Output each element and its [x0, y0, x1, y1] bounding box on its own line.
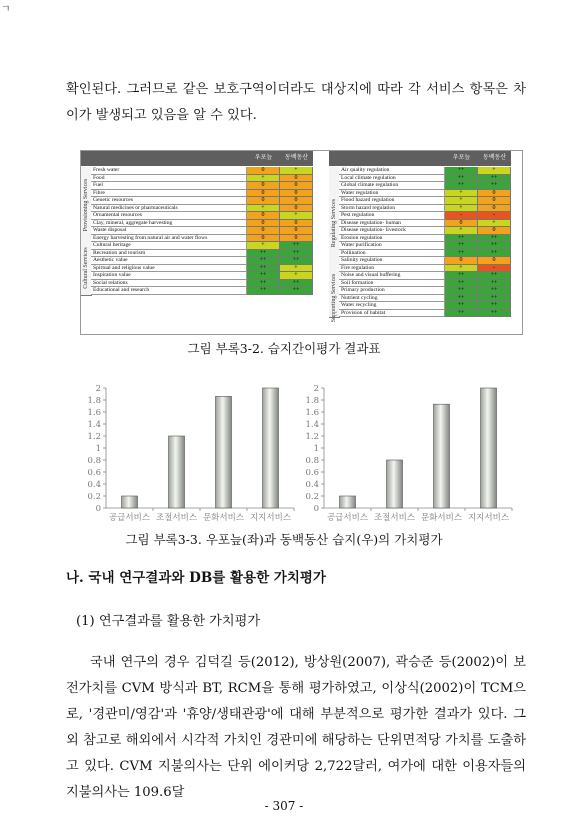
right-y-tick-label: 2	[313, 384, 319, 394]
score-cell: -	[478, 265, 511, 273]
left-y-tick-label: 0.2	[87, 492, 101, 502]
score-cell: ++	[478, 242, 511, 250]
left-y-tick-label: 0	[95, 504, 101, 514]
score-cell: ++	[445, 235, 478, 243]
score-cell: ++	[247, 265, 280, 273]
score-cell: ++	[445, 280, 478, 288]
row-label: Pollination	[339, 250, 445, 258]
score-cell: 0	[247, 227, 280, 235]
score-cell: 0	[280, 227, 313, 235]
right-y-tick-label: 1.8	[305, 396, 319, 406]
score-cell: 0	[445, 257, 478, 265]
right-y-tick-label: 0.2	[305, 492, 319, 502]
score-cell: 0	[280, 190, 313, 198]
row-label: Soil formation	[339, 280, 445, 288]
score-cell: +	[478, 220, 511, 228]
score-cell: ++	[445, 310, 478, 318]
left-x-tick-label: 지지서비스	[249, 513, 292, 523]
score-cell: 0	[478, 257, 511, 265]
row-label: Pest regulation	[339, 212, 445, 220]
left-y-tick-label: 1.2	[87, 432, 101, 442]
left-y-tick-label: 0.8	[87, 456, 101, 466]
right-chart-svg	[300, 384, 522, 524]
group-name: Provisioning Services	[83, 178, 89, 231]
score-cell: ++	[445, 250, 478, 258]
right-y-tick-label: 1.2	[305, 432, 319, 442]
score-cell: ++	[445, 302, 478, 310]
score-cell: ++	[280, 250, 313, 258]
score-cell: 0	[280, 220, 313, 228]
right-y-tick-label: 1.4	[305, 420, 319, 430]
right-column-header: 동백동산	[482, 155, 507, 161]
right-x-tick-label: 공급서비스	[326, 513, 369, 523]
score-cell: ++	[478, 272, 511, 280]
row-label: Clay, mineral, aggregate harvesting	[91, 220, 247, 228]
left-y-tick-label: 1.6	[87, 408, 101, 418]
left-y-tick-label: 2	[95, 384, 101, 394]
left-x-tick-label: 공급서비스	[108, 513, 151, 523]
row-label: Food	[91, 175, 247, 183]
score-cell: ++	[247, 280, 280, 288]
score-cell: -	[478, 212, 511, 220]
row-label: Fuel	[91, 182, 247, 190]
row-label: Nutrient cycling	[339, 295, 445, 303]
score-cell: ++	[280, 242, 313, 250]
row-label: Erosion regulation	[339, 235, 445, 243]
score-cell: 0	[247, 167, 280, 175]
score-cell: ++	[478, 235, 511, 243]
score-cell: 0	[478, 197, 511, 205]
left-bar	[122, 496, 138, 508]
row-label: Fresh water	[91, 167, 247, 175]
score-cell: ++	[247, 250, 280, 258]
score-cell: +	[280, 265, 313, 273]
row-label: Ornamental resources	[91, 212, 247, 220]
table-caption: 그림 부록3-2. 습지간이평가 결과표	[187, 341, 381, 356]
corner-mark: ㄱ	[1, 4, 11, 15]
right-column-header: 우포늪	[452, 155, 471, 161]
row-label: Global climate regulation	[339, 182, 445, 190]
row-label: Water regulation	[339, 190, 445, 198]
row-label: Energy harvesting from natural air and water flows	[91, 235, 247, 243]
left-y-tick-label: 0.4	[87, 480, 101, 490]
body-paragraph: 국내 연구의 경우 김덕길 등(2012), 방상원(2007), 곽승준 등(2002)이 보전가치를 CVM 방식과 BT, RCM을 통해 평가하였고, 이상식(2002)이 TCM으로, '경관미/영감'과 '휴양/생태관광'에 대해 부분적으로 평가한 결과가 있다. 그 외 참고로 해외에서 시각적 가치인 경관미에 해당하는 단위면적당 가치를 도출하고 있다. CVM 지불의사는 단위 에이커당 2,722달러, 여가에 대한 이용자들의 지불의사는 109.6달	[66, 655, 526, 800]
score-cell: ++	[478, 295, 511, 303]
left-bar	[216, 396, 232, 508]
score-cell: 0	[280, 197, 313, 205]
score-cell: ++	[445, 287, 478, 295]
row-label: Inspiration value	[91, 272, 247, 280]
right-bar	[387, 460, 403, 508]
score-cell: ++	[478, 182, 511, 190]
score-cell: +	[247, 205, 280, 213]
section-heading: 나. 국내 연구결과와 DB를 활용한 가치평가	[66, 570, 326, 586]
row-label: Flood hazard regulation	[339, 197, 445, 205]
left-y-tick-label: 1.8	[87, 396, 101, 406]
row-label: Provision of habitat	[339, 310, 445, 318]
right-y-tick-label: 1.6	[305, 408, 319, 418]
score-cell: +	[280, 272, 313, 280]
row-label: Genetic resources	[91, 197, 247, 205]
row-label: Waste disposal	[91, 227, 247, 235]
score-cell: ++	[247, 257, 280, 265]
row-label: Local climate regulation	[339, 175, 445, 183]
row-label: Noise and visual buffering	[339, 272, 445, 280]
row-label: Fire regulation	[339, 265, 445, 273]
row-label: Educational and research	[91, 287, 247, 295]
row-label: Natural medicines or pharmaceuticals	[91, 205, 247, 213]
score-cell: +	[478, 167, 511, 175]
row-label: Primary production	[339, 287, 445, 295]
score-cell: +	[247, 242, 280, 250]
left-bar	[169, 436, 185, 508]
right-bar	[481, 388, 497, 508]
left-column-header: 동백동산	[284, 155, 309, 161]
score-cell: +	[445, 227, 478, 235]
row-label: Aesthetic value	[91, 257, 247, 265]
score-cell: 0	[478, 227, 511, 235]
right-y-tick-label: 0	[313, 504, 319, 514]
score-cell: 0	[247, 212, 280, 220]
score-cell: ++	[247, 272, 280, 280]
score-cell: 0	[247, 182, 280, 190]
score-cell: 0	[445, 220, 478, 228]
score-cell: 0	[247, 190, 280, 198]
wetland-assessment-table	[80, 150, 523, 335]
score-cell: ++	[478, 302, 511, 310]
score-cell: ++	[478, 175, 511, 183]
right-y-tick-label: 0.6	[305, 468, 319, 478]
score-cell: 0	[280, 235, 313, 243]
score-cell: +	[445, 190, 478, 198]
row-label: Fibre	[91, 190, 247, 198]
score-cell: ++	[478, 280, 511, 288]
score-cell: +	[280, 167, 313, 175]
right-x-tick-label: 지지서비스	[467, 513, 510, 523]
group-name: Cultural Services	[83, 247, 89, 289]
row-label: Cultural heritage	[91, 242, 247, 250]
row-label: Disease regulation- livestock	[339, 227, 445, 235]
score-cell: +	[445, 197, 478, 205]
score-cell: 0	[247, 197, 280, 205]
score-cell: +	[445, 265, 478, 273]
score-cell: 0	[478, 190, 511, 198]
score-cell: ++	[478, 250, 511, 258]
left-y-tick-label: 0.6	[87, 468, 101, 478]
right-x-tick-label: 문화서비스	[420, 513, 463, 523]
score-cell: ++	[445, 182, 478, 190]
subsection-heading: (1) 연구결과를 활용한 가치평가	[76, 614, 261, 629]
score-cell: +	[247, 175, 280, 183]
score-cell: ++	[247, 287, 280, 295]
score-cell: ++	[445, 242, 478, 250]
right-bar	[434, 404, 450, 508]
row-label: Disease regulation- human	[339, 220, 445, 228]
score-cell: 0	[247, 235, 280, 243]
left-x-tick-label: 문화서비스	[202, 513, 245, 523]
left-bar	[263, 388, 279, 508]
score-cell: ++	[280, 280, 313, 288]
score-cell: ++	[478, 310, 511, 318]
left-column-header: 우포늪	[254, 155, 273, 161]
right-bar	[340, 496, 356, 508]
row-label: Water recycling	[339, 302, 445, 310]
row-label: Air quality regulation	[339, 167, 445, 175]
score-cell: ++	[478, 287, 511, 295]
page-number: - 307 -	[264, 799, 304, 813]
score-cell: 0	[280, 175, 313, 183]
score-cell: +	[280, 212, 313, 220]
score-cell: -	[445, 212, 478, 220]
score-cell: ++	[280, 287, 313, 295]
row-label: Recreation and tourism	[91, 250, 247, 258]
score-cell: ++	[280, 257, 313, 265]
group-name: Supporting Services	[331, 274, 337, 323]
row-label: Water purification	[339, 242, 445, 250]
row-label: Social relations	[91, 280, 247, 288]
right-y-tick-label: 0.4	[305, 480, 319, 490]
score-cell: 0	[280, 205, 313, 213]
score-cell: 0	[478, 205, 511, 213]
score-cell: ++	[445, 175, 478, 183]
chart-caption: 그림 부록3-3. 우포늪(좌)과 동백동산 습지(우)의 가치평가	[125, 532, 443, 547]
score-cell: 0	[280, 182, 313, 190]
score-cell: ++	[445, 167, 478, 175]
row-label: Storm hazard regulation	[339, 205, 445, 213]
right-x-tick-label: 조절서비스	[373, 513, 416, 523]
score-cell: +	[445, 205, 478, 213]
group-name: Regulating Services	[331, 199, 337, 248]
left-y-tick-label: 1.4	[87, 420, 101, 430]
score-cell: 0	[247, 220, 280, 228]
right-y-tick-label: 0.8	[305, 456, 319, 466]
row-label: Salinity regulation	[339, 257, 445, 265]
left-y-tick-label: 1	[95, 444, 101, 454]
chart-dongbaek	[300, 384, 522, 524]
left-x-tick-label: 조절서비스	[155, 513, 198, 523]
chart-upo	[82, 384, 304, 524]
row-label: Spirtual and religious value	[91, 265, 247, 273]
right-y-tick-label: 1	[313, 444, 319, 454]
score-cell: ++	[445, 272, 478, 280]
score-cell: ++	[445, 295, 478, 303]
left-chart-svg	[82, 384, 304, 524]
intro-paragraph: 확인된다. 그러므로 같은 보호구역이더라도 대상지에 따라 각 서비스 항목은 차이가 발생되고 있음을 알 수 있다.	[66, 82, 526, 123]
